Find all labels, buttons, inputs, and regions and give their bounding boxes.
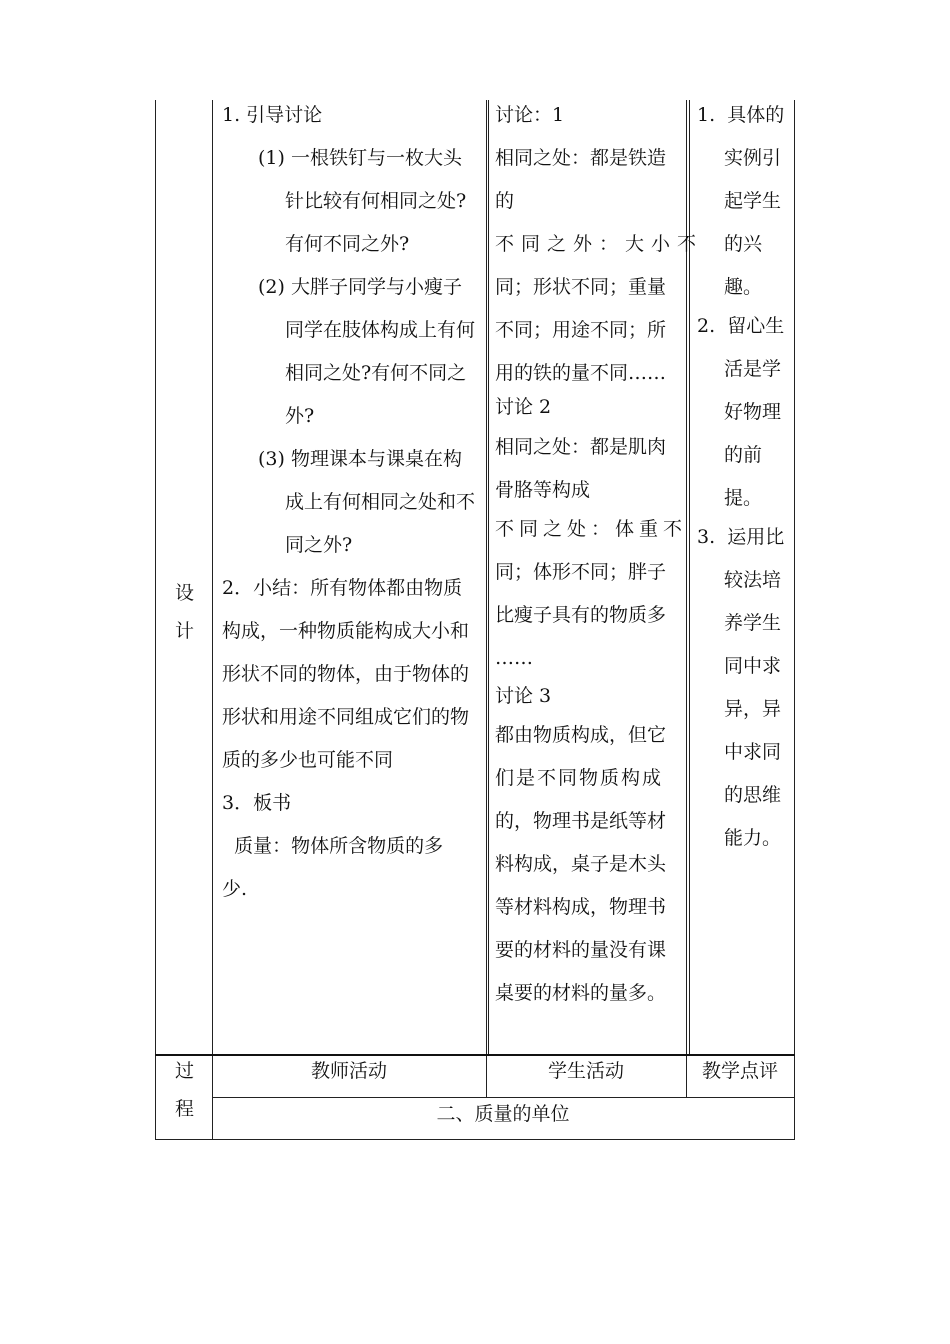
student-line: 都由物质构成，但它 — [495, 724, 667, 746]
comment-line: 1. 具体的 — [697, 104, 785, 126]
student-line: 不同；用途不同；所 — [495, 319, 667, 341]
comment-line: 同中求 — [724, 655, 782, 677]
teacher-line: 构成，一种物质能构成大小和 — [222, 620, 470, 642]
comment-line: 提。 — [724, 487, 763, 509]
teacher-line: 2．小结：所有物体都由物质 — [222, 577, 463, 599]
teacher-line: 形状和用途不同组成它们的物 — [222, 706, 470, 728]
header-teaching-comment: 教学点评 — [701, 1060, 778, 1082]
teacher-line: (1) 一根铁钉与一枚大头 — [258, 147, 462, 169]
student-line: 等材料构成，物理书 — [495, 896, 667, 918]
teacher-line: 同学在肢体构成上有何 — [285, 319, 476, 341]
comment-line: 的兴 — [724, 233, 763, 255]
teacher-line: 同之外? — [285, 534, 353, 556]
header-teacher-activity: 教师活动 — [310, 1060, 387, 1082]
student-line: 用的铁的量不同…… — [495, 362, 667, 384]
section-title: 二、质量的单位 — [436, 1103, 570, 1125]
teacher-line: 针比较有何相同之处? — [285, 190, 467, 212]
teacher-line: (3) 物理课本与课桌在构 — [258, 448, 462, 470]
comment-line: 异，异 — [724, 698, 782, 720]
student-line: 同；形状不同；重量 — [495, 276, 667, 298]
comment-line: 起学生 — [724, 190, 782, 212]
teacher-line: 3．板书 — [222, 792, 292, 814]
student-line: 们是不同物质构成 — [495, 767, 664, 789]
table-border-left — [155, 100, 156, 1140]
comment-line: 2. 留心生 — [697, 315, 785, 337]
teacher-line: 外? — [285, 405, 315, 427]
student-line: …… — [495, 647, 533, 669]
student-line: 桌要的材料的量多。 — [495, 982, 667, 1004]
comment-line: 中求同 — [724, 741, 782, 763]
side-label-design-2: 计 — [175, 620, 195, 642]
column-divider-1 — [212, 100, 213, 1140]
student-line: 讨论 3 — [495, 685, 552, 707]
comment-line: 较法培 — [724, 569, 782, 591]
comment-line: 能力。 — [724, 827, 782, 849]
header-student-activity: 学生活动 — [547, 1060, 624, 1082]
student-line: 不同之外：大小不 — [495, 233, 704, 255]
comment-line: 好物理 — [724, 401, 782, 423]
student-line: 不同之处：体重不 — [495, 518, 688, 540]
teacher-line: 形状不同的物体，由于物体的 — [222, 663, 470, 685]
student-line: 要的材料的量没有课 — [495, 939, 667, 961]
student-line: 讨论：1 — [495, 104, 565, 126]
student-line: 同；体形不同；胖子 — [495, 561, 667, 583]
comment-line: 活是学 — [724, 358, 782, 380]
side-label-process-1: 过 — [175, 1060, 195, 1082]
comment-line: 的前 — [724, 444, 763, 466]
comment-line: 的思维 — [724, 784, 782, 806]
student-line: 的 — [495, 190, 515, 212]
teacher-line: (2) 大胖子同学与小瘦子 — [258, 276, 462, 298]
comment-line: 3. 运用比 — [697, 526, 785, 548]
comment-line: 养学生 — [724, 612, 782, 634]
student-line: 相同之处：都是铁造 — [495, 147, 667, 169]
student-line: 相同之处：都是肌肉 — [495, 436, 667, 458]
column-divider-2 — [486, 100, 487, 1097]
table-border-bottom — [155, 1139, 795, 1140]
student-line: 比瘦子具有的物质多 — [495, 604, 667, 626]
student-line: 讨论 2 — [495, 396, 552, 418]
side-label-design-1: 设 — [175, 582, 195, 604]
student-line: 的，物理书是纸等材 — [495, 810, 667, 832]
side-label-process-2: 程 — [175, 1098, 195, 1120]
teacher-line: 有何不同之外? — [285, 233, 410, 255]
teacher-line: 少. — [222, 878, 248, 900]
teacher-line: 质量：物体所含物质的多 — [222, 835, 444, 857]
comment-line: 趣。 — [724, 276, 763, 298]
teacher-line: 相同之处?有何不同之 — [285, 362, 467, 384]
column-divider-2b — [488, 100, 489, 1055]
teacher-line: 1. 引导讨论 — [222, 104, 323, 126]
comment-line: 实例引 — [724, 147, 782, 169]
table-border-right — [794, 100, 795, 1140]
student-line: 骨胳等构成 — [495, 479, 591, 501]
student-line: 料构成，桌子是木头 — [495, 853, 667, 875]
teacher-line: 质的多少也可能不同 — [222, 749, 394, 771]
teacher-line: 成上有何相同之处和不 — [285, 491, 476, 513]
